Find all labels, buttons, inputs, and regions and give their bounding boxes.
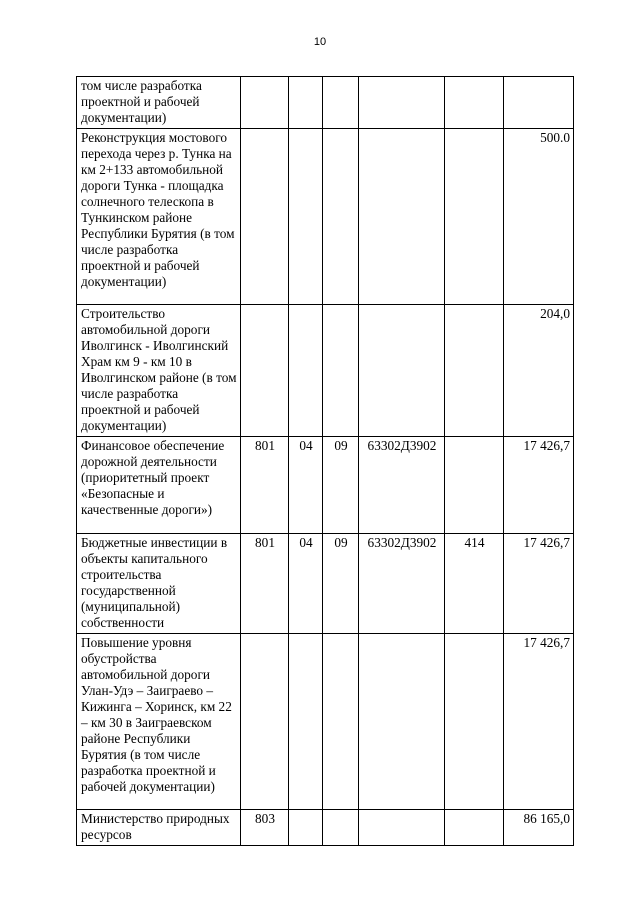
cell-name: том числе разработка проектной и рабочей документации) [77, 77, 241, 129]
cell-name: Министерство природных ресурсов [77, 810, 241, 846]
cell-sum: 500.0 [504, 129, 574, 305]
cell-grbs: 801 [241, 534, 289, 634]
cell-name: Бюджетные инвестиции в объекты капитального строительства государственной (муниципальной) собственности [77, 534, 241, 634]
cell-vr [445, 810, 504, 846]
table-row [77, 534, 574, 634]
cell-podrazdel: 09 [323, 437, 359, 534]
cell-sum [504, 77, 574, 129]
cell-grbs [241, 77, 289, 129]
cell-sum: 17 426,7 [504, 534, 574, 634]
table-row [77, 810, 574, 846]
cell-podrazdel [323, 634, 359, 810]
cell-razdel [289, 305, 323, 437]
cell-csr [359, 810, 445, 846]
cell-csr: 63302Д3902 [359, 437, 445, 534]
cell-podrazdel [323, 305, 359, 437]
cell-vr [445, 437, 504, 534]
cell-podrazdel [323, 810, 359, 846]
table-row [77, 634, 574, 810]
cell-name: Строительство автомобильной дороги Иволгинск - Иволгинский Храм км 9 - км 10 в Иволгинском районе (в том числе разработка проектной и рабочей документации) [77, 305, 241, 437]
cell-podrazdel [323, 77, 359, 129]
table-row [77, 437, 574, 534]
cell-sum: 17 426,7 [504, 437, 574, 534]
cell-razdel [289, 810, 323, 846]
cell-grbs: 803 [241, 810, 289, 846]
cell-name: Финансовое обеспечение дорожной деятельности (приоритетный проект «Безопасные и качественные дороги») [77, 437, 241, 534]
cell-csr [359, 77, 445, 129]
cell-razdel: 04 [289, 534, 323, 634]
cell-podrazdel [323, 129, 359, 305]
cell-grbs: 801 [241, 437, 289, 534]
cell-grbs [241, 129, 289, 305]
cell-sum: 204,0 [504, 305, 574, 437]
table-row [77, 129, 574, 305]
cell-vr [445, 305, 504, 437]
cell-sum: 17 426,7 [504, 634, 574, 810]
page-number: 10 [313, 36, 327, 48]
cell-csr [359, 129, 445, 305]
cell-vr [445, 77, 504, 129]
budget-table-body [77, 77, 574, 846]
cell-sum: 86 165,0 [504, 810, 574, 846]
cell-grbs [241, 634, 289, 810]
budget-table [76, 76, 574, 846]
cell-vr: 414 [445, 534, 504, 634]
cell-podrazdel: 09 [323, 534, 359, 634]
table-row [77, 305, 574, 437]
cell-vr [445, 129, 504, 305]
cell-csr: 63302Д3902 [359, 534, 445, 634]
cell-razdel: 04 [289, 437, 323, 534]
table-row [77, 77, 574, 129]
cell-csr [359, 305, 445, 437]
cell-csr [359, 634, 445, 810]
cell-vr [445, 634, 504, 810]
cell-razdel [289, 634, 323, 810]
cell-razdel [289, 77, 323, 129]
cell-name: Повышение уровня обустройства автомобильной дороги Улан-Удэ – Заиграево – Кижинга – Хоринск, км 22 – км 30 в Заиграевском районе Республики Бурятия (в том числе разработка проектной и рабочей документации) [77, 634, 241, 810]
cell-grbs [241, 305, 289, 437]
cell-razdel [289, 129, 323, 305]
cell-name: Реконструкция мостового перехода через р. Тунка на км 2+133 автомобильной дороги Тунка - площадка солнечного телескопа в Тункинском районе Республики Бурятия (в том числе разработка проектной и рабочей документации) [77, 129, 241, 305]
